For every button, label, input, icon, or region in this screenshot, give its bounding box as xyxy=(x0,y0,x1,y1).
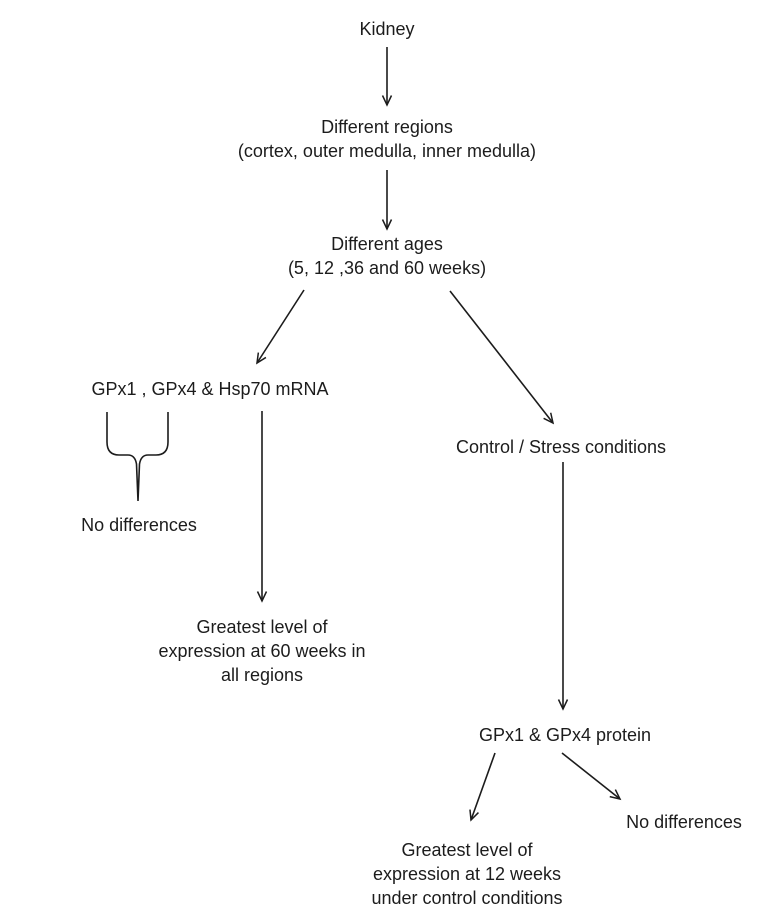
greatest-12-line-3: under control conditions xyxy=(371,888,563,908)
node-no-differences-right xyxy=(474,810,778,834)
greatest-12-line-1: Greatest level of xyxy=(401,840,533,860)
gpx-mrna-label: GPx1 , GPx4 & Hsp70 mRNA xyxy=(91,379,329,399)
regions-line-2: (cortex, outer medulla, inner medulla) xyxy=(237,141,537,161)
node-greatest-60-weeks xyxy=(52,615,472,687)
control-stress-label: Control / Stress conditions xyxy=(455,437,667,457)
node-different-regions xyxy=(177,115,597,163)
node-kidney xyxy=(177,17,597,41)
no-differences-left-label: No differences xyxy=(81,515,197,535)
ages-line-1: Different ages xyxy=(331,234,443,254)
no-differences-right-label: No differences xyxy=(626,812,742,832)
node-no-differences-left xyxy=(0,513,349,537)
regions-line-1: Different regions xyxy=(321,117,453,137)
greatest-60-line-1: Greatest level of xyxy=(196,617,328,637)
arrow-ages-to-mrna xyxy=(257,290,304,363)
greatest-60-line-3: all regions xyxy=(220,665,304,685)
node-control-stress xyxy=(351,435,771,459)
node-different-ages xyxy=(177,232,597,280)
node-greatest-12-weeks xyxy=(257,838,677,910)
arrow-protein-to-no-differences xyxy=(562,753,620,799)
arrow-ages-to-control-stress xyxy=(450,291,553,423)
node-gpx-protein xyxy=(355,723,775,747)
greatest-12-line-2: expression at 12 weeks xyxy=(372,864,562,884)
gpx-protein-label: GPx1 & GPx4 protein xyxy=(478,725,652,745)
ages-line-2: (5, 12 ,36 and 60 weeks) xyxy=(287,258,487,278)
node-gpx-mrna xyxy=(0,377,420,401)
greatest-60-line-2: expression at 60 weeks in xyxy=(158,641,366,661)
brace-gpx1-gpx4-to-no-differences xyxy=(107,412,168,501)
kidney-label: Kidney xyxy=(359,19,415,39)
